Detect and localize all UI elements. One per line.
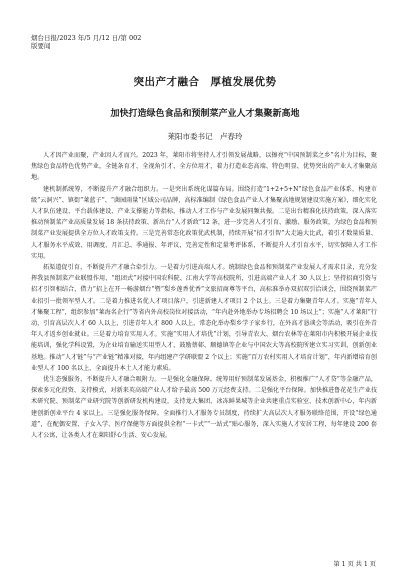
article-paragraph: 拓渠道促引育，不断提升产才融合牵引力。一是着力引进高端人才。统制绿色食品和预制菜产业发展人才需求目录，充分发挥我县预制菜产业联盟作用，“组团式”对接中国农科院、江南大学等高校院所，引进高端产业人才 30 人以上；坚持招商引资与招才引智相结合，借力“招上在开一畅游烟台”暨“梨乡莲香优香”文旅招商尊等平台，高标准举办双招双引洽谈会，围绕预制菜产业招引一批领军型人才。二是着力推进名优人才项目落户，引进新建人才项目 2 个以上。三是着力集聚青年人才。实施“青年人才集聚工程”，组织参加“莱海名企行”等省内外高校岗位对接活动，“年内赴外地举办专场招聘会 10 场以上”；实施“人才莱阳”行动，引育高层次人才 60 人以上，引进青年人才 800 人以上，常态化举办梨乡学子家乡行，在外高才恳谈会等活动，吸引在外青年人才返乡创业就业。三是着力培育实用人才。实施“实用人才培优”计划，引导青农大、烟台农林等在莱阳市内积极开展企业技能培训，强化学科设置，为企业培育输送实用型人才，鼓励蔡邨、顺德镇等企业与中国农大等高校院所建立实习实训、创新创业基地。推动“人才链”与“产业链”精准对接，年内组建产学研联盟 2 个以上；实施“百万农村实用人才培育计划”，年内新增培育创业型人才 100 名以上，全面提升本土人才能力素质。 [31, 264, 377, 372]
publication-info-line: 版要闻 [31, 42, 51, 50]
article-paragraph: 人才因产业而聚，产业因人才而兴。2023 年，莱阳市将坚持人才引领发展战略，以擦亮“中国预制菜之乡”名片为目标，聚焦绿色食品特色优势产业，全链条育才、全视角引才、全方位用才，着力打造业态高端、特色明显、优势突出的产业人才集聚高地。 [31, 152, 377, 182]
publication-info [31, 34, 141, 50]
publication-info-line: 烟台日报/2023 年/5 月/12 日/第 002 [31, 34, 142, 42]
article-title: 突出产才融合 厚植发展优势 [133, 76, 277, 88]
article-byline: 莱阳市委书记 卢春玲 [167, 132, 243, 141]
article-subtitle: 加快打造绿色食品和预制菜产业人才集聚新高地 [110, 109, 300, 119]
page-number: 第 1 页 共 1 页 [333, 561, 376, 568]
article-body [31, 150, 377, 441]
article-paragraph: 建机制抓统筹，不断提升产才融合组织力。一是突出系统化谋篇布局。围绕打造“1+2+5+N”绿色食品产业体系，构建市级“云洞兴”、镇街“莱蓝子”、“菌园雨量”区域公司品牌，高标准编制《绿色食品产业人才集聚高地规划建设实施方案》，细化实化人才队伍建设、平台载体建设、产业支撑能力等指标，推动人才工作与产业发展同频共振。二是出台精准化扶持政策。深入落实推动预制菜产业高质量发展 18 条扶持政策、新出台“人才新政”12 条，进一步完善人才引育、激励、服务政策，为绿色食品和预制菜产业发展提供全方位人才政策支持。三是完善常态化政策优武机制，持续开展“招才引智”大走遍大比武，着引才数量质量、人才服务水平成效、用调度、月汇总、季通报、年评议，完善定性和定量考评体系，不断提升人才引育水平，切实保障人才工作实用。 [31, 185, 377, 260]
article-paragraph: 优生态强服务，不断提升人才融合吸附力。一是强化金融保障。统筹用好预制菜发展基金，积极推广“人才贷”等金融产品，探索多元化投资、支持模式，对新来英高端产业人才给予最高 500 万元经费支持。二是强化平台保障。加快推进鲁花花生产业技术研究院、预制菜产业研究院等创新研发机构建设，支持龙大集团、冰冻鲜果城等企业共建重点实验室、技术创新中心，年内新建创新创业平台 4 家以上。三是强化服务保障。全面推行人才服务专员制度，持续扩大高层次人才服务联络范围，开设“绿色通道”，在配偶安置、子女入学、医疗保健等方面提供全程“一卡式”“一站式”贴心服务，深入实施人才安居工程，每年建设 200 套人才公寓，让各类人才在莱阳舒心生活、安心发展。 [31, 376, 377, 440]
